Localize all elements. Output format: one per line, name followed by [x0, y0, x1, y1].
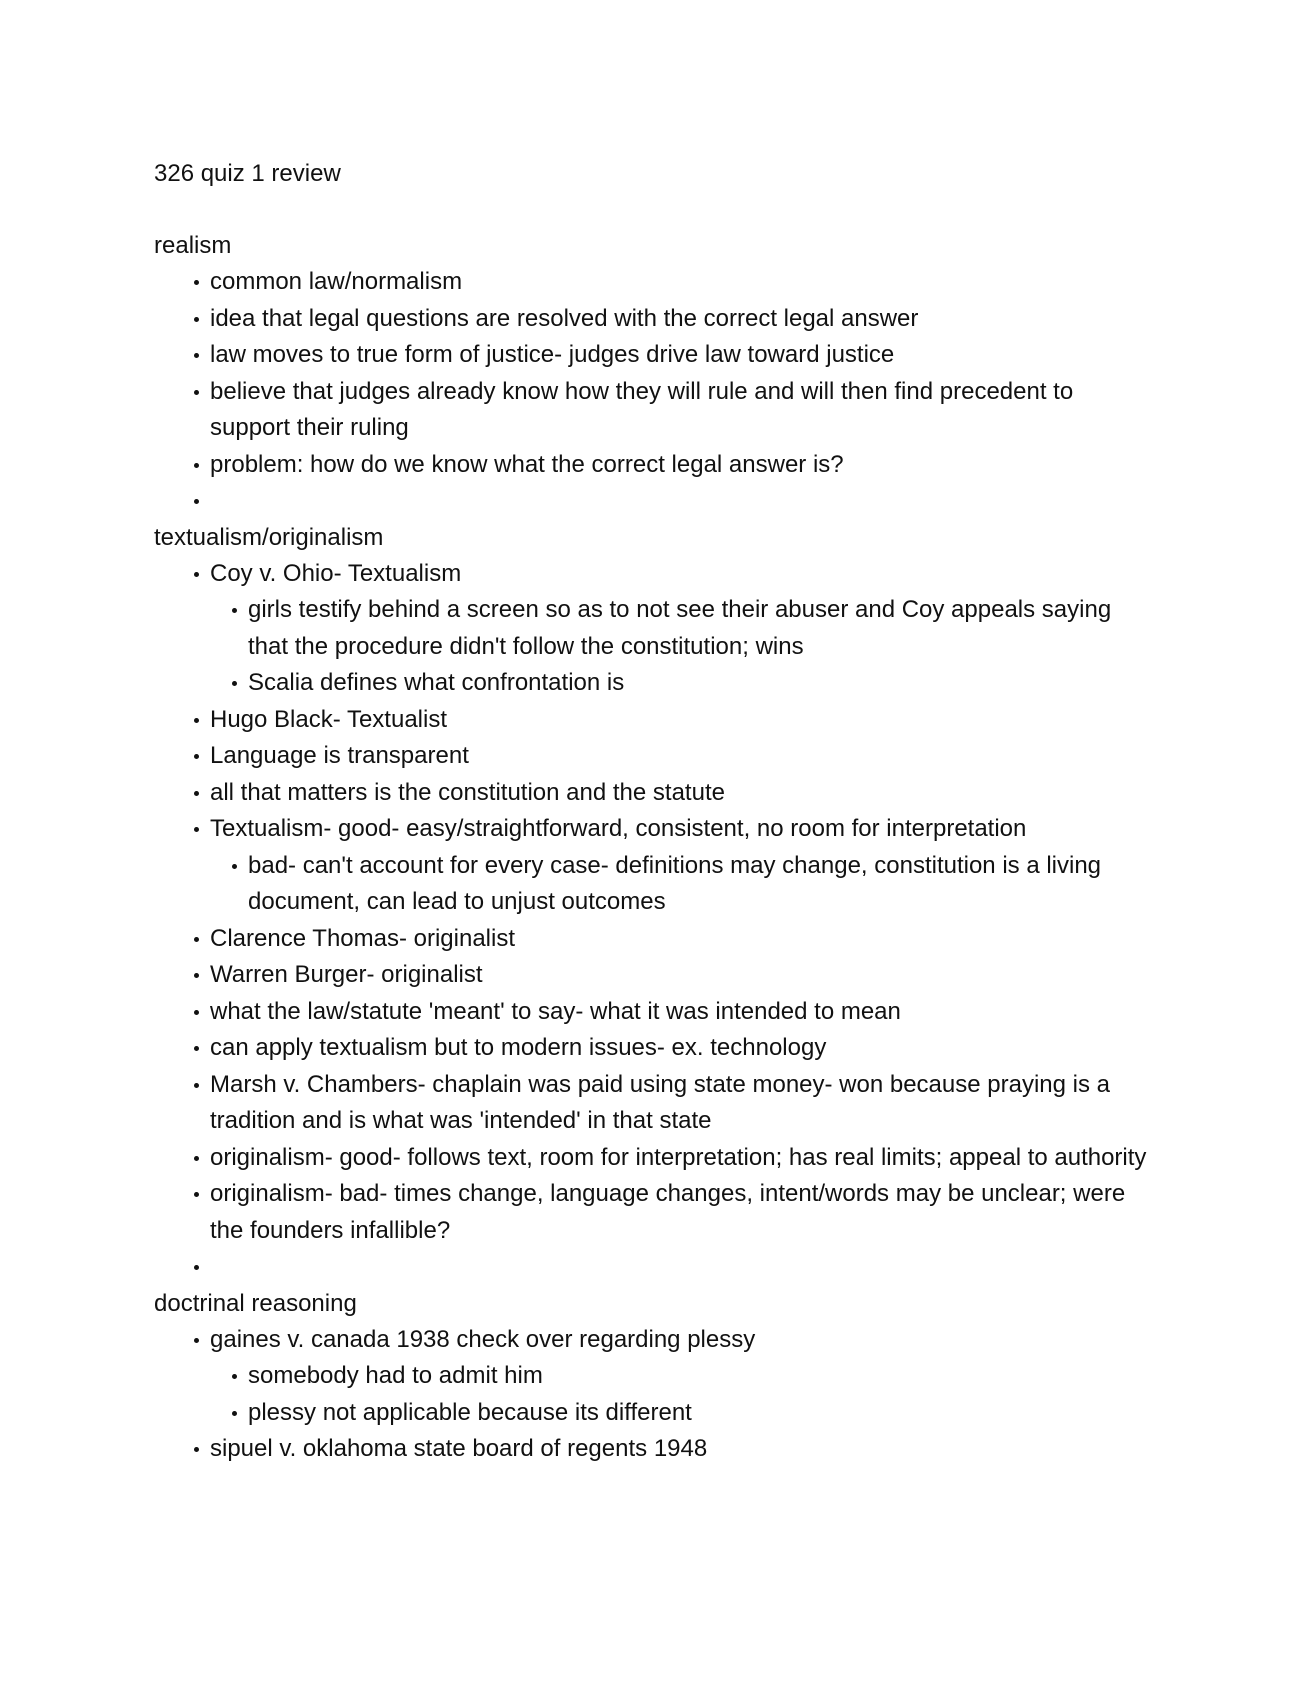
sub-list-item: plessy not applicable because its different [248, 1395, 1154, 1432]
list-item: common law/normalism [210, 264, 1154, 301]
list-item: Clarence Thomas- originalist [210, 921, 1154, 958]
list-item: what the law/statute 'meant' to say- what it was intended to mean [210, 994, 1154, 1031]
list-item: law moves to true form of justice- judges drive law toward justice [210, 337, 1154, 374]
list-item [210, 556, 1154, 702]
list-item-text: Textualism- good- easy/straightforward, consistent, no room for interpretation [210, 815, 1027, 842]
bullet-list [154, 264, 1154, 520]
list-item: idea that legal questions are resolved with the correct legal answer [210, 301, 1154, 338]
list-item: originalism- bad- times change, language changes, intent/words may be unclear; were the founders infallible? [210, 1176, 1150, 1249]
list-item-empty [210, 1249, 1154, 1286]
list-item: believe that judges already know how they will rule and will then find precedent to support their ruling [210, 374, 1150, 447]
section-heading-textualism: textualism/originalism [154, 523, 384, 551]
section-textualism [154, 520, 1154, 1286]
list-item: Warren Burger- originalist [210, 957, 1154, 994]
list-item: problem: how do we know what the correct legal answer is? [210, 447, 1154, 484]
list-item: Marsh v. Chambers- chaplain was paid using state money- won because praying is a tradition and is what was 'intended' in that state [210, 1067, 1150, 1140]
bullet-list [154, 556, 1154, 1286]
list-item: Hugo Black- Textualist [210, 702, 1154, 739]
sub-bullet-list [210, 1358, 1154, 1431]
sub-list-item: somebody had to admit him [248, 1358, 1154, 1395]
list-item: can apply textualism but to modern issues- ex. technology [210, 1030, 1154, 1067]
section-doctrinal [154, 1286, 1154, 1468]
list-item-text: gaines v. canada 1938 check over regarding plessy [210, 1325, 756, 1353]
list-item [210, 1322, 1154, 1432]
list-item: sipuel v. oklahoma state board of regents 1948 [210, 1431, 1154, 1468]
sub-list-item: bad- can't account for every case- definitions may change, constitution is a living document, can lead to unjust outcomes [248, 848, 1148, 921]
list-item [210, 811, 1154, 921]
list-item-text: Coy v. Ohio- Textualism [210, 559, 462, 587]
bullet-list [154, 1322, 1154, 1468]
list-item: Language is transparent [210, 738, 1154, 775]
document-title: 326 quiz 1 review [154, 160, 341, 187]
section-realism [154, 228, 1154, 520]
section-heading-doctrinal: doctrinal reasoning [154, 1289, 357, 1317]
sub-bullet-list [210, 592, 1154, 702]
sub-list-item: Scalia defines what confrontation is [248, 665, 1154, 702]
section-heading-realism: realism [154, 232, 232, 259]
sub-bullet-list [210, 848, 1154, 921]
sub-list-item: girls testify behind a screen so as to not see their abuser and Coy appeals saying that the procedure didn't follow the constitution; wins [248, 592, 1148, 665]
list-item: originalism- good- follows text, room for interpretation; has real limits; appeal to authority [210, 1140, 1150, 1177]
list-item-empty [210, 483, 1154, 520]
document-page [154, 156, 1154, 1468]
list-item: all that matters is the constitution and the statute [210, 775, 1154, 812]
